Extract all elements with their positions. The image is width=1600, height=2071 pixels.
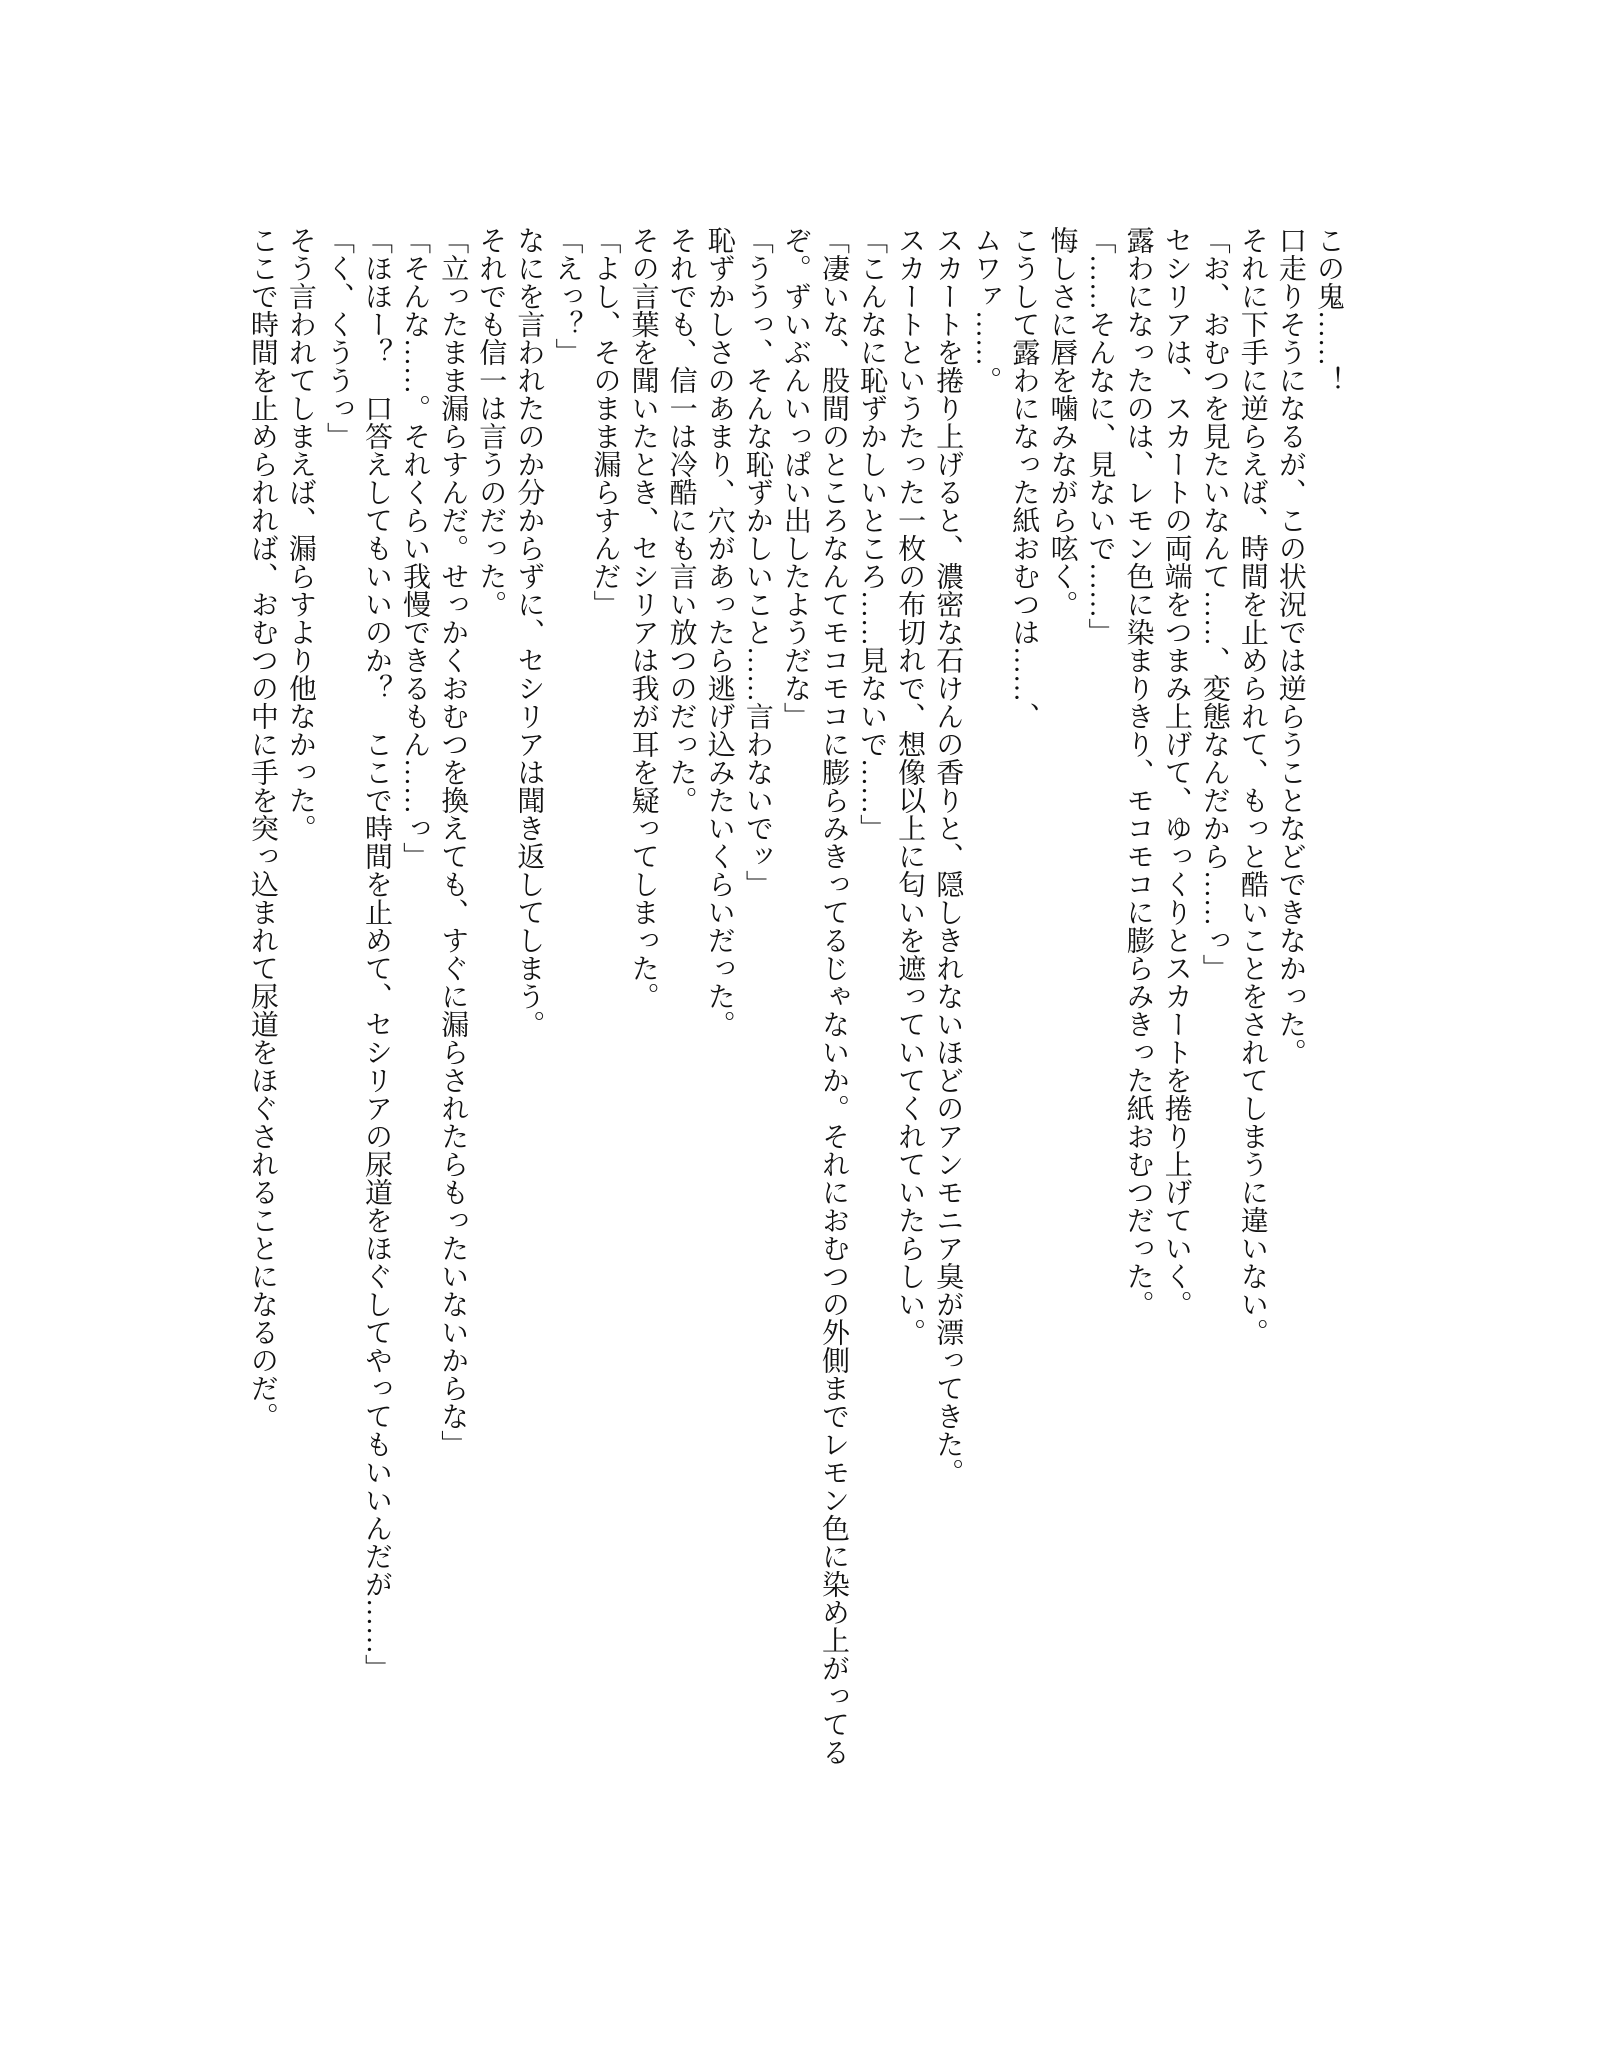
paragraph: それに下手に逆らえば、時間を止められて、もっと酷いことをされてしまうに違いない。 <box>1236 226 1268 1346</box>
paragraph: 「お、おむつを見たいなんて……、変態なんだから……っ」 <box>1198 226 1230 982</box>
paragraph: 露わになったのは、レモン色に染まりきり、モコモコに膨らみきった紙おむつだった。 <box>1122 226 1154 1318</box>
paragraph: 「立ったまま漏らすんだ。せっかくおむつを換えても、すぐに漏らされたらもったいないからな」 <box>437 226 469 1458</box>
paragraph: なにを言われたのか分からずに、セシリアは聞き返してしまう。 <box>513 226 545 1038</box>
paragraph: 口走りそうになるが、この状況では逆らうことなどできなかった。 <box>1274 226 1306 1066</box>
paragraph: 「凄いな、股間のところなんてモコモコに膨らみきってるじゃないか。それにおむつの外側までレモン色に染め上がってるぞ。ずいぶんいっぱい出したようだな」 <box>779 226 849 1766</box>
paragraph: それでも信一は言うのだった。 <box>475 226 507 618</box>
paragraph: 悔しさに唇を噛みながら呟く。 <box>1046 226 1078 618</box>
paragraph: スカートというたった一枚の布切れで、想像以上に匂いを遮っていてくれていたらしい。 <box>894 226 926 1346</box>
paragraph: スカートを捲り上げると、濃密な石けんの香りと、隠しきれないほどのアンモニア臭が漂ってきた。 <box>932 226 964 1486</box>
paragraph: この鬼……！ <box>1313 226 1344 394</box>
paragraph: その言葉を聞いたとき、セシリアは我が耳を疑ってしまった。 <box>627 226 659 1010</box>
paragraph: そう言われてしまえば、漏らすより他なかった。 <box>284 226 316 842</box>
paragraph: 「こんなに恥ずかしいところ……見ないで……」 <box>856 226 888 842</box>
paragraph: 「ほほー？ 口答えしてもいいのか？ ここで時間を止めて、セシリアの尿道をほぐしてやってもいいんだが……」 <box>361 226 393 1682</box>
paragraph: ムワァ……。 <box>970 226 1002 394</box>
paragraph: 恥ずかしさのあまり、穴があったら逃げ込みたいくらいだった。 <box>703 226 735 1038</box>
paragraph: 「……そんなに、見ないで……」 <box>1084 226 1116 646</box>
paragraph: 「えっ？」 <box>551 226 583 366</box>
novel-text-block <box>243 226 1347 1778</box>
paragraph: セシリアは、スカートの両端をつまみ上げて、ゆっくりとスカートを捲り上げていく。 <box>1160 226 1192 1318</box>
paragraph: 「く、くううっ」 <box>322 226 354 450</box>
paragraph: 「よし、そのまま漏らすんだ」 <box>589 226 621 618</box>
paragraph: それでも、信一は冷酷にも言い放つのだった。 <box>665 226 697 814</box>
paragraph: こうして露わになった紙おむつは……、 <box>1008 226 1040 730</box>
paragraph: ここで時間を止められれば、おむつの中に手を突っ込まれて尿道をほぐされることになるのだ。 <box>246 226 278 1430</box>
paragraph: 「そんな……。それくらい我慢できるもん……っ」 <box>399 226 431 870</box>
paragraph: 「ううっ、そんな恥ずかしいこと……言わないでッ」 <box>741 226 773 898</box>
